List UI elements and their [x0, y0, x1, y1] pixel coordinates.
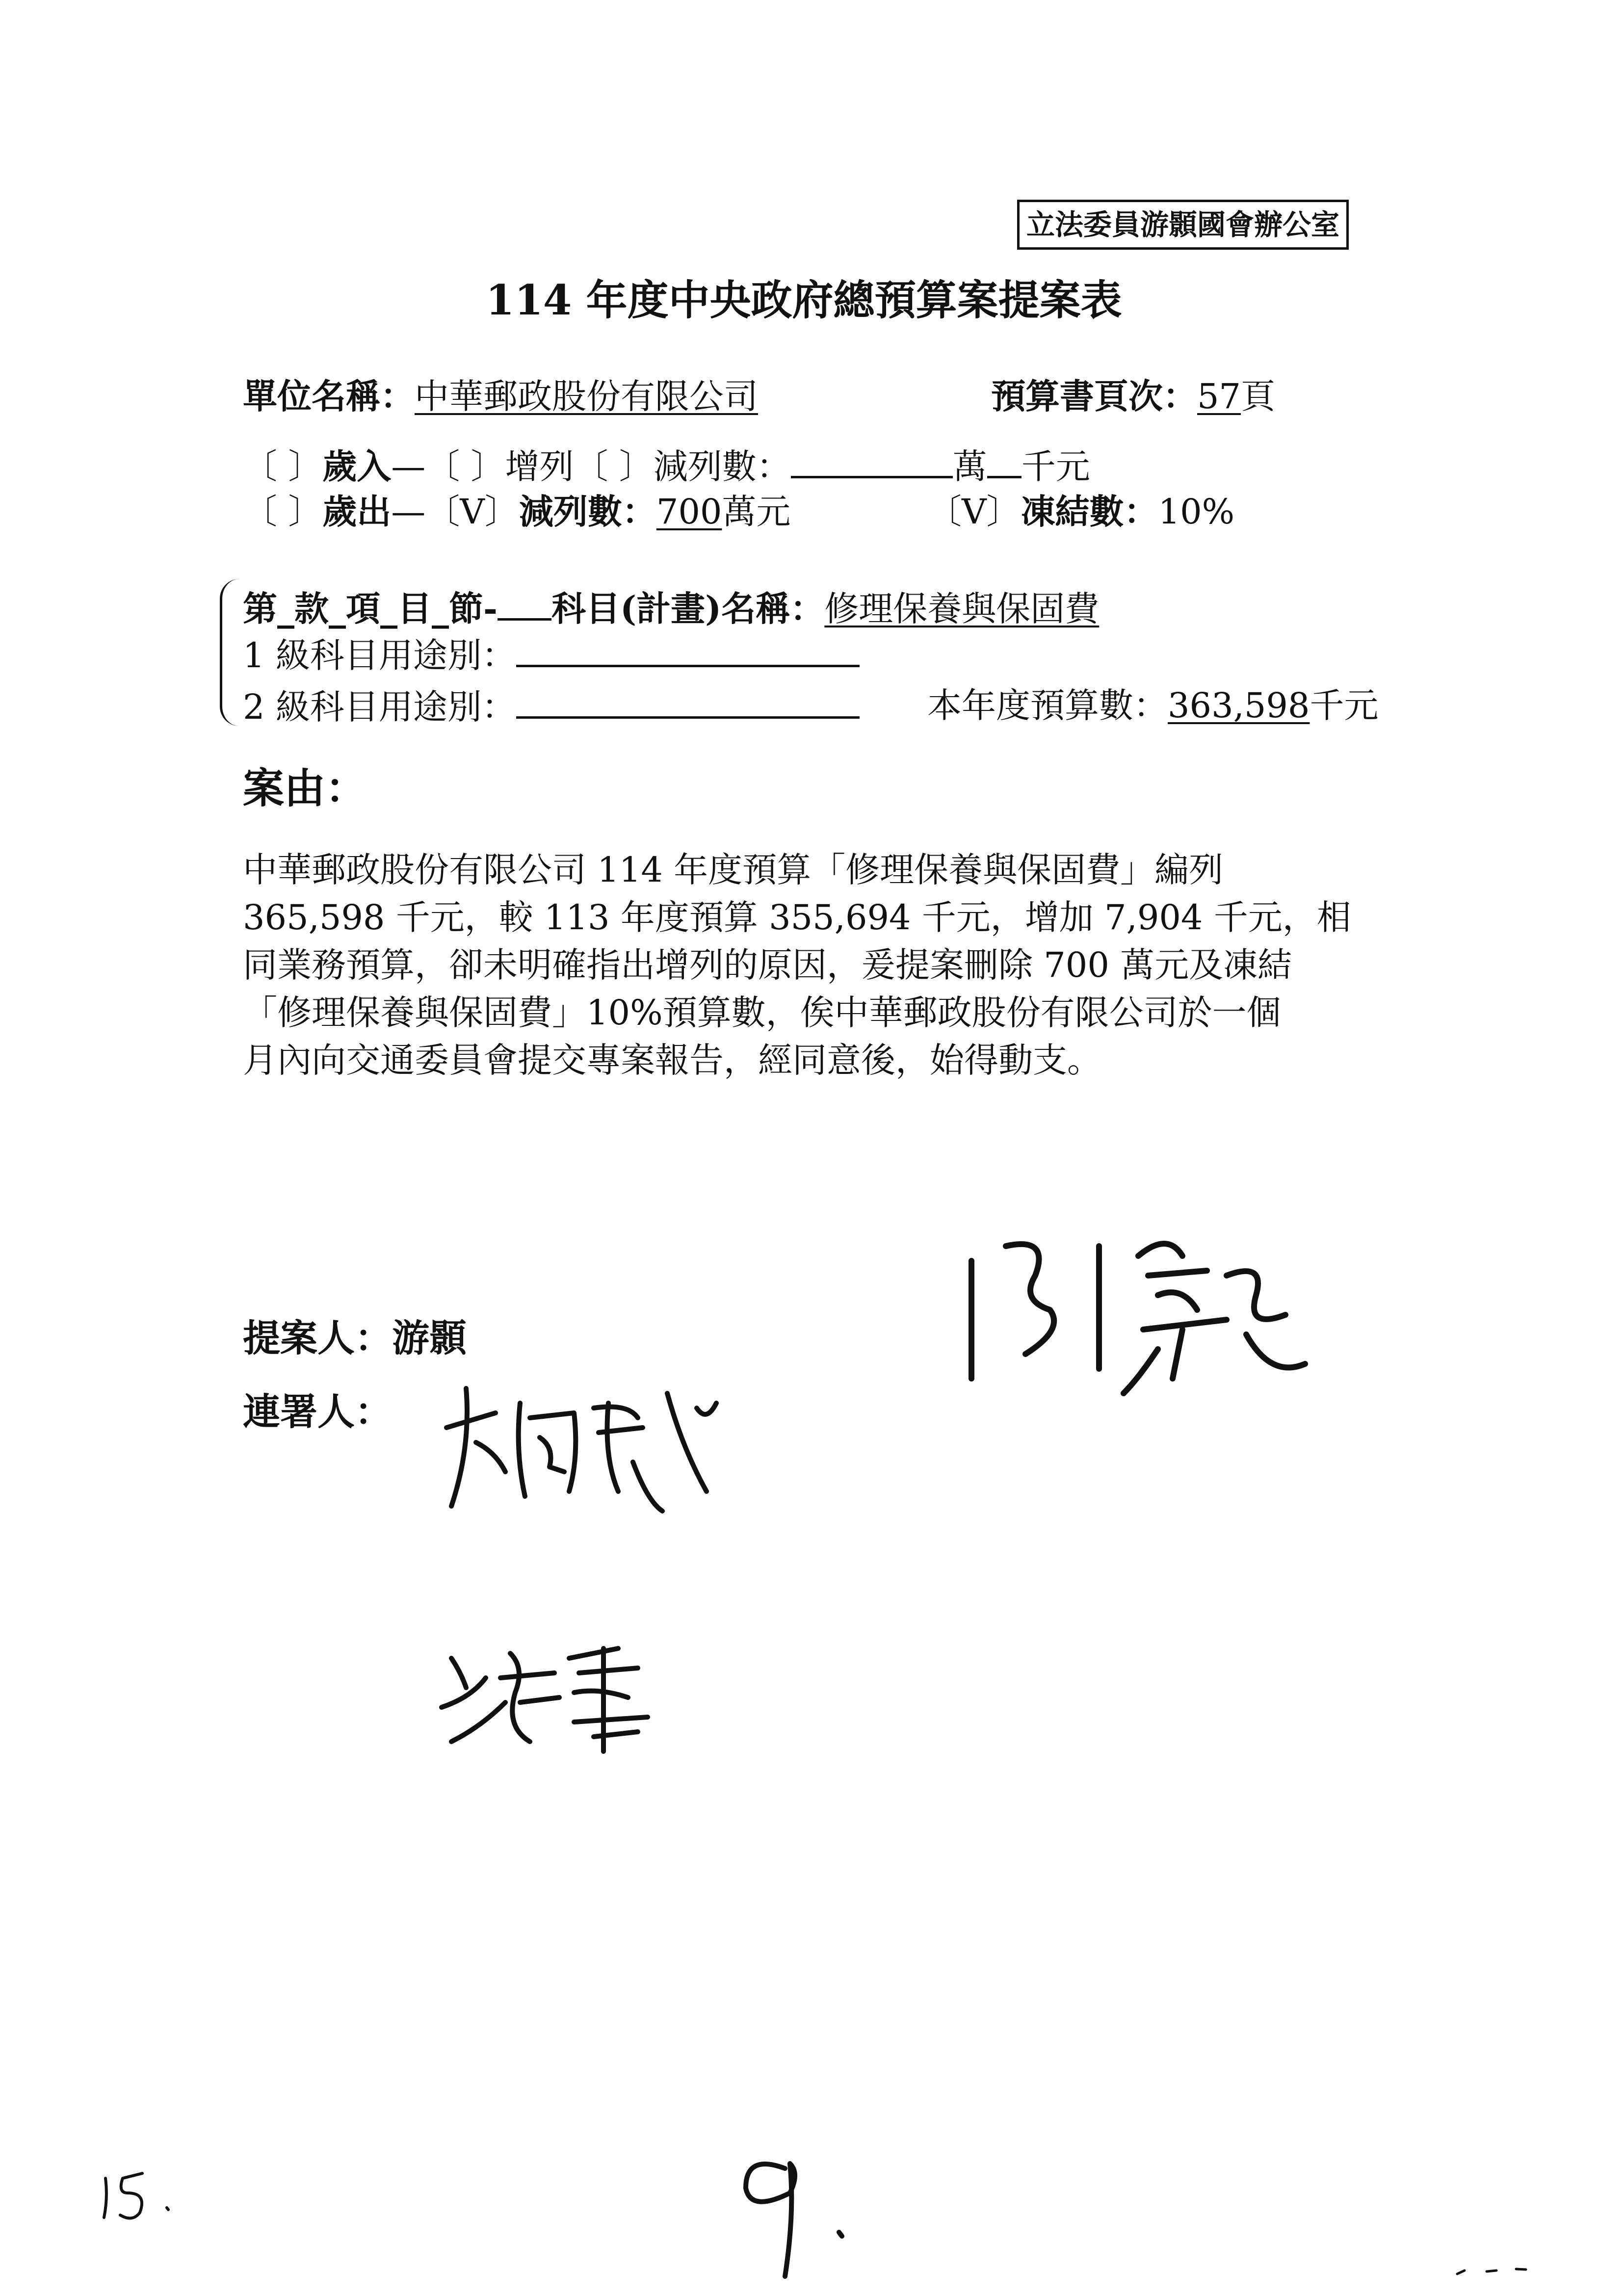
annual-budget-row	[927, 682, 1378, 729]
level2-blank	[516, 682, 860, 719]
unit-label: 單位名稱：	[243, 376, 415, 417]
expense-decrease-value: 700	[656, 492, 722, 532]
reason-line-2: 365,598 千元，較 113 年度預算 355,694 千元，增加 7,904 千元，相	[243, 897, 1351, 938]
reason-heading: 案由：	[243, 764, 367, 812]
revenue-bracket-2: 〔 〕	[425, 446, 505, 487]
revenue-thousand-blank	[987, 442, 1022, 478]
scan-marks	[1452, 2257, 1550, 2286]
cosigner-row	[243, 1388, 392, 1435]
annual-budget-unit: 千元	[1310, 685, 1379, 726]
revenue-dash: —	[391, 446, 426, 487]
subject-value: 修理保養與保固費	[824, 589, 1100, 629]
level1-label: 1 級科目用途別：	[243, 635, 516, 676]
level2-row	[243, 682, 860, 731]
reason-body	[243, 846, 1391, 1084]
freeze-line	[927, 488, 1234, 535]
revenue-unit-thousand: 千元	[1021, 446, 1090, 487]
annual-budget-value: 363,598	[1168, 685, 1310, 726]
proposer-name: 游顥	[392, 1316, 467, 1360]
unit-value: 中華郵政股份有限公司	[415, 376, 758, 417]
cosigner-signature-1	[432, 1374, 736, 1521]
expense-decrease-label: 減列數：	[519, 491, 656, 532]
page-title: 114 年度中央政府總預算案提案表	[486, 276, 1122, 324]
subject-label: 科目(計畫)名稱：	[551, 588, 825, 629]
cosigner-signature-2	[432, 1629, 697, 1776]
freeze-bracket: 〔V〕	[927, 492, 1021, 532]
revenue-decrease-label: 減列數：	[653, 446, 791, 487]
page-ref-label: 預算書頁次：	[991, 376, 1197, 417]
freeze-label: 凍結數：	[1021, 491, 1158, 532]
level2-label: 2 級科目用途別：	[243, 687, 516, 727]
expense-line	[243, 488, 790, 535]
revenue-amount-blank	[791, 442, 953, 478]
revenue-bracket-3: 〔 〕	[574, 446, 654, 487]
revenue-unit-wan: 萬	[952, 446, 987, 487]
cosigner-label: 連署人：	[243, 1390, 392, 1434]
expense-bracket-1: 〔 〕	[243, 492, 323, 532]
annual-budget-label: 本年度預算數：	[927, 685, 1168, 726]
expense-bracket-2: 〔V〕	[425, 492, 519, 532]
subject-prefix: 第_款_項_目_節-	[243, 588, 498, 629]
page-ref-suffix: 頁	[1241, 376, 1276, 417]
handwritten-page-number-drawing	[93, 2159, 191, 2227]
reason-line-5: 月內向交通委員會提交專案報告，經同意後，始得動支。	[243, 1040, 1101, 1080]
subject-section-blank	[498, 584, 551, 621]
subject-brace	[220, 579, 242, 726]
reason-line-1: 中華郵政股份有限公司 114 年度預算「修理保養與保固費」編列	[243, 850, 1224, 890]
page-ref-row	[991, 373, 1275, 420]
revenue-label: 歲入	[322, 446, 392, 487]
revenue-bracket-1: 〔 〕	[243, 446, 323, 487]
expense-label: 歲出	[322, 491, 392, 532]
expense-dash: —	[391, 492, 426, 532]
proposer-label: 提案人：	[243, 1316, 392, 1360]
freeze-value: 10%	[1158, 492, 1235, 532]
reason-line-3: 同業務預算，卻未明確指出增列的原因，爰提案刪除 700 萬元及凍結	[243, 945, 1292, 985]
office-tag: 立法委員游顥國會辦公室	[1017, 200, 1349, 250]
proposer-signature-drawing	[952, 1217, 1325, 1433]
level1-blank	[516, 630, 860, 667]
reason-line-4: 「修理保養與保固費」10%預算數，俟中華郵政股份有限公司於一個	[243, 992, 1281, 1033]
expense-unit: 萬元	[722, 492, 791, 532]
proposer-row	[243, 1315, 467, 1362]
revenue-increase: 增列	[505, 446, 574, 487]
page-ref-value: 57	[1197, 376, 1241, 417]
subject-row	[243, 584, 1099, 632]
handwritten-item-number-drawing	[716, 2134, 864, 2291]
level1-row	[243, 630, 860, 679]
revenue-line	[243, 442, 1090, 490]
unit-row	[243, 373, 758, 420]
